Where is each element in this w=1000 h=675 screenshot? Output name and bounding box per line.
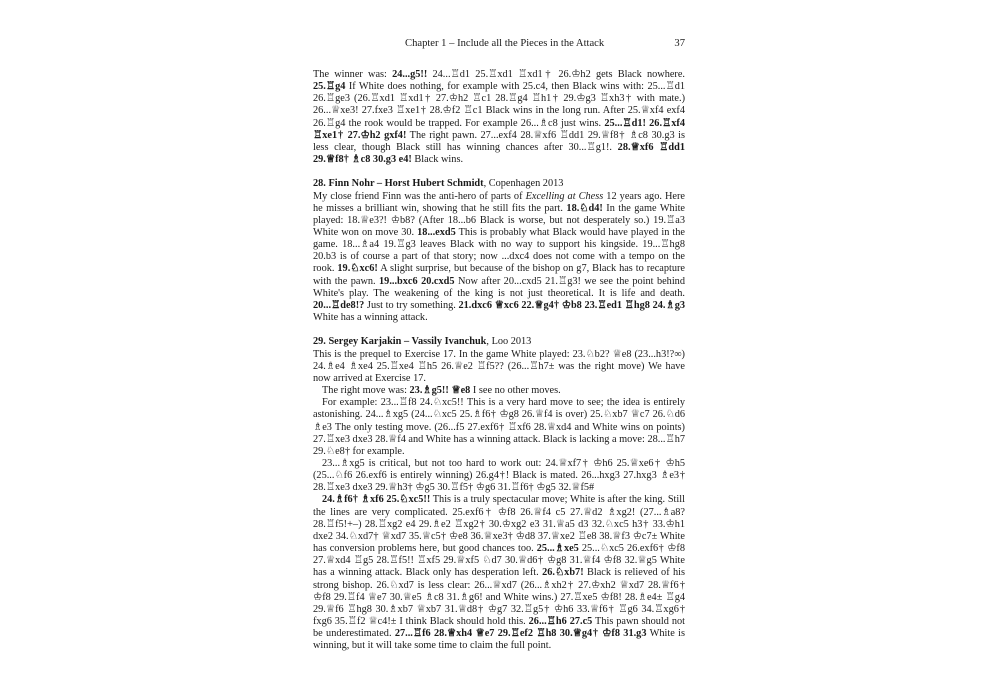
paragraph (313, 397, 685, 458)
black-player: Horst Hubert Schmidt (384, 178, 484, 190)
move-text: 25.♖g4 (313, 81, 346, 93)
move-text: 24.♗f6† ♗xf6 25.♘xc5!! (322, 494, 431, 506)
black-player: Vassily Ivanchuk (411, 336, 487, 348)
commentary-text: The right pawn. 27...exf4 28.♕xf6 ♖dd1 29.♕f8† ♗c8 30.g3 is less clear, though Black still has winning chances after 30...♖g1!. (313, 129, 685, 153)
commentary-text: White has a winning attack. (313, 312, 428, 324)
event: Loo 2013 (491, 336, 532, 348)
commentary-text: This pawn should not be underestimated. (313, 616, 685, 640)
move-text: 19...bxc6 20.cxd5 (379, 275, 455, 287)
move-text: 28.♕xf6 ♖dd1 29.♕f8† ♗c8 30.g3 e4! (313, 141, 685, 166)
book-title: Excelling at Chess (525, 190, 604, 202)
commentary-text: If White does nothing, for example with 25.c4, then Black wins with: 25...♖d1 26.♖ge3 (26.♖xd1 ♖xd1† 27.♔h2 ♖c1 28.♖g4 ♖h1† 29.♔g3 ♖xh3† with mate.) 26...♕xe3! 27.fxe3 ♖xe1† 28.♔f2 ♖c1 Black wins in the long run. After 25.♕xf4 exf4 26.♖g4 the rook would be trapped. For example 26...♗c8 just wins. (313, 81, 685, 129)
commentary-text: Now after 20...cxd5 21.♖g3! we see the point behind White's play. The weakening of the king is not just theoretical. It is life and death. (313, 275, 685, 299)
running-head (313, 38, 685, 52)
commentary-text: The winner was: (313, 69, 393, 80)
commentary-text: In the game White played: 18.♕e3?! ♔b8? (After 18...b6 Black is worse, but not desperately so.) 19.♖a3 White won on move 30. (313, 202, 685, 239)
game-heading: 29. Sergey Karjakin – Vassily Ivanchuk, Loo 2013 (313, 336, 532, 348)
text-block (313, 69, 685, 652)
game-heading: 28. Finn Nohr – Horst Hubert Schmidt, Copenhagen 2013 (313, 178, 564, 190)
paragraph (313, 191, 685, 325)
commentary-text: Black wins. (411, 154, 464, 166)
game-number: 29. (313, 336, 326, 348)
chapter-title: Chapter 1 – Include all the Pieces in the Attack (405, 38, 605, 49)
move-text: 26...♖h6 27.c5 (528, 616, 593, 627)
white-player: Finn Nohr (328, 178, 375, 190)
move-text: 20...♖de8!? (313, 299, 365, 311)
move-text: 24...g5!! (392, 69, 428, 80)
commentary-text: This is a truly spectacular move; White is after the king. Still the lines are very complicated. 25.exf6† ♔f8 26.♕f4 c5 27.♕d2 ♗xg2! (27...♗a8? 28.♖f5!+–) 28.♖xg2 e4 29.♗e2 ♖xg2† 30.♔xg2 e3 31.♕a5 d3 32.♘xc5 h3† 33.♔h1 dxe2 34.♘xd7† ♕xd7 35.♕c5† ♔e8 36.♕xe3† ♔d8 37.♕xe2 ♖e8 38.♕f3 ♔c7± White has conversion problems here, but good chances too. (313, 494, 685, 555)
paragraph (313, 349, 685, 385)
commentary-text: For example: 23...♖f8 24.♘xc5!! This is a very hard move to see; the idea is entirely astonishing. 24...♗xg5 (24...♘xc5 25.♗f6† ♔g8 26.♕f4 is over) 25.♘xb7 ♕c7 26.♘d6 ♗e3 The only testing move. (26...f5 27.exf6† ♖xf6 28.♕xd4 and White wins on points) 27.♖xe3 dxe3 28.♕f4 and White has a winning attack. Black is lacking a move: 28...♖h7 29.♘e8† for example. (313, 397, 685, 457)
move-text: 18.♘d4! (566, 202, 603, 214)
event: Copenhagen 2013 (488, 178, 564, 190)
move-text: 19.♘xc6! (337, 263, 378, 275)
move-text: 26.♘xb7! (542, 567, 584, 579)
commentary-text: Black is relieved of his strong bishop. 26.♘xd7 is less clear: 26...♕xd7 (26...♗xh2† 27.♔xh2 ♕xd7 28.♕f6† ♔f8 29.♖f4 ♕e7 30.♕e5 ♗c8 31.♗g6! and White wins.) 27.♖xe5 ♔f8! 28.♗e4± ♖g4 29.♕f6 ♖hg8 30.♗xb7 ♕xb7 31.♕d8† ♔g7 32.♖g5† ♔h6 33.♕f6† ♖g6 34.♖xg6† fxg6 35.♖f2 ♕c4!± I think Black should hold this. (313, 567, 685, 627)
commentary-text: This is probably what Black would have played in the game. 18...♗a4 19.♖g3 leaves Black with no way to support his kingside. 19...♖hg8 20.b3 is of course a part of that story; now ...dxc4 does not come with a tempo on the rook. (313, 227, 685, 275)
move-text: 27...♖f6 28.♕xh4 ♕e7 29.♖ef2 ♖h8 30.♕g4† ♔f8 31.g3 (394, 628, 647, 640)
commentary-text: A slight surprise, but because of the bishop on g7, Black has to recapture with the pawn. (313, 263, 685, 287)
commentary-text: White is winning, but it will take some time to claim the full point. (313, 628, 685, 652)
white-player: Sergey Karjakin (328, 336, 402, 348)
paragraph (313, 494, 685, 652)
commentary-text: 23...♗xg5 is critical, but not too hard to work out: 24.♕xf7† ♔h6 25.♕xe6† ♔h5 (25...♘f6 26.exf6 is entirely winning) 26.g4†! Black is mated. 26...hxg3 27.hxg3 ♗e3† 28.♖xe3 dxe3 29.♕h3† ♔g5 30.♖f5† ♔g6 31.♖f6† ♔g5 32.♕f5# (313, 457, 685, 494)
commentary-text: Just to try something. (364, 299, 459, 311)
move-text: 21.dxc6 ♕xc6 22.♕g4† ♔b8 23.♖ed1 ♖hg8 24.♗g3 (458, 299, 685, 311)
move-text: 25...♖d1! 26.♖xf4 ♖xe1† 27.♔h2 gxf4! (313, 117, 685, 141)
move-text: 23.♗g5!! ♕e8 (409, 385, 471, 397)
move-text: 18...exd5 (417, 227, 456, 239)
commentary-text: My close friend Finn was the anti-hero of parts of (313, 190, 526, 202)
commentary-text: The right move was: (322, 385, 410, 397)
paragraph (313, 458, 685, 494)
move-text: 25...♗xe5 (536, 543, 579, 555)
game-number: 28. (313, 178, 326, 190)
page-number: 37 (674, 38, 685, 49)
paragraph (313, 69, 685, 166)
commentary-text: This is the prequel to Exercise 17. In the game White played: 23.♘b2? ♕e8 (23...h3!?∞) 24.♗e4 ♗xe4 25.♖xe4 ♖h5 26.♕e2 ♖f5?? (26...♖h7± was the right move) We have now arrived at Exercise 17. (313, 348, 685, 384)
commentary-text: 24...♖d1 25.♖xd1 ♖xd1† 26.♔h2 gets Black nowhere. (427, 69, 685, 80)
commentary-text: I see no other moves. (470, 385, 561, 397)
commentary-text: 25...♘xc5 26.exf6† ♔f8 27.♕xd4 ♖g5 28.♖f5!! ♖xf5 29.♕xf5 ♘d7 30.♕d6† ♔g8 31.♕f4 ♔f8 32.♕g5 White has a winning attack. Black only has desperation left. (313, 543, 685, 579)
commentary-text: 12 years ago. Here he misses a brilliant win, showing that he still fits the part. (313, 190, 685, 214)
paragraph (313, 385, 685, 397)
